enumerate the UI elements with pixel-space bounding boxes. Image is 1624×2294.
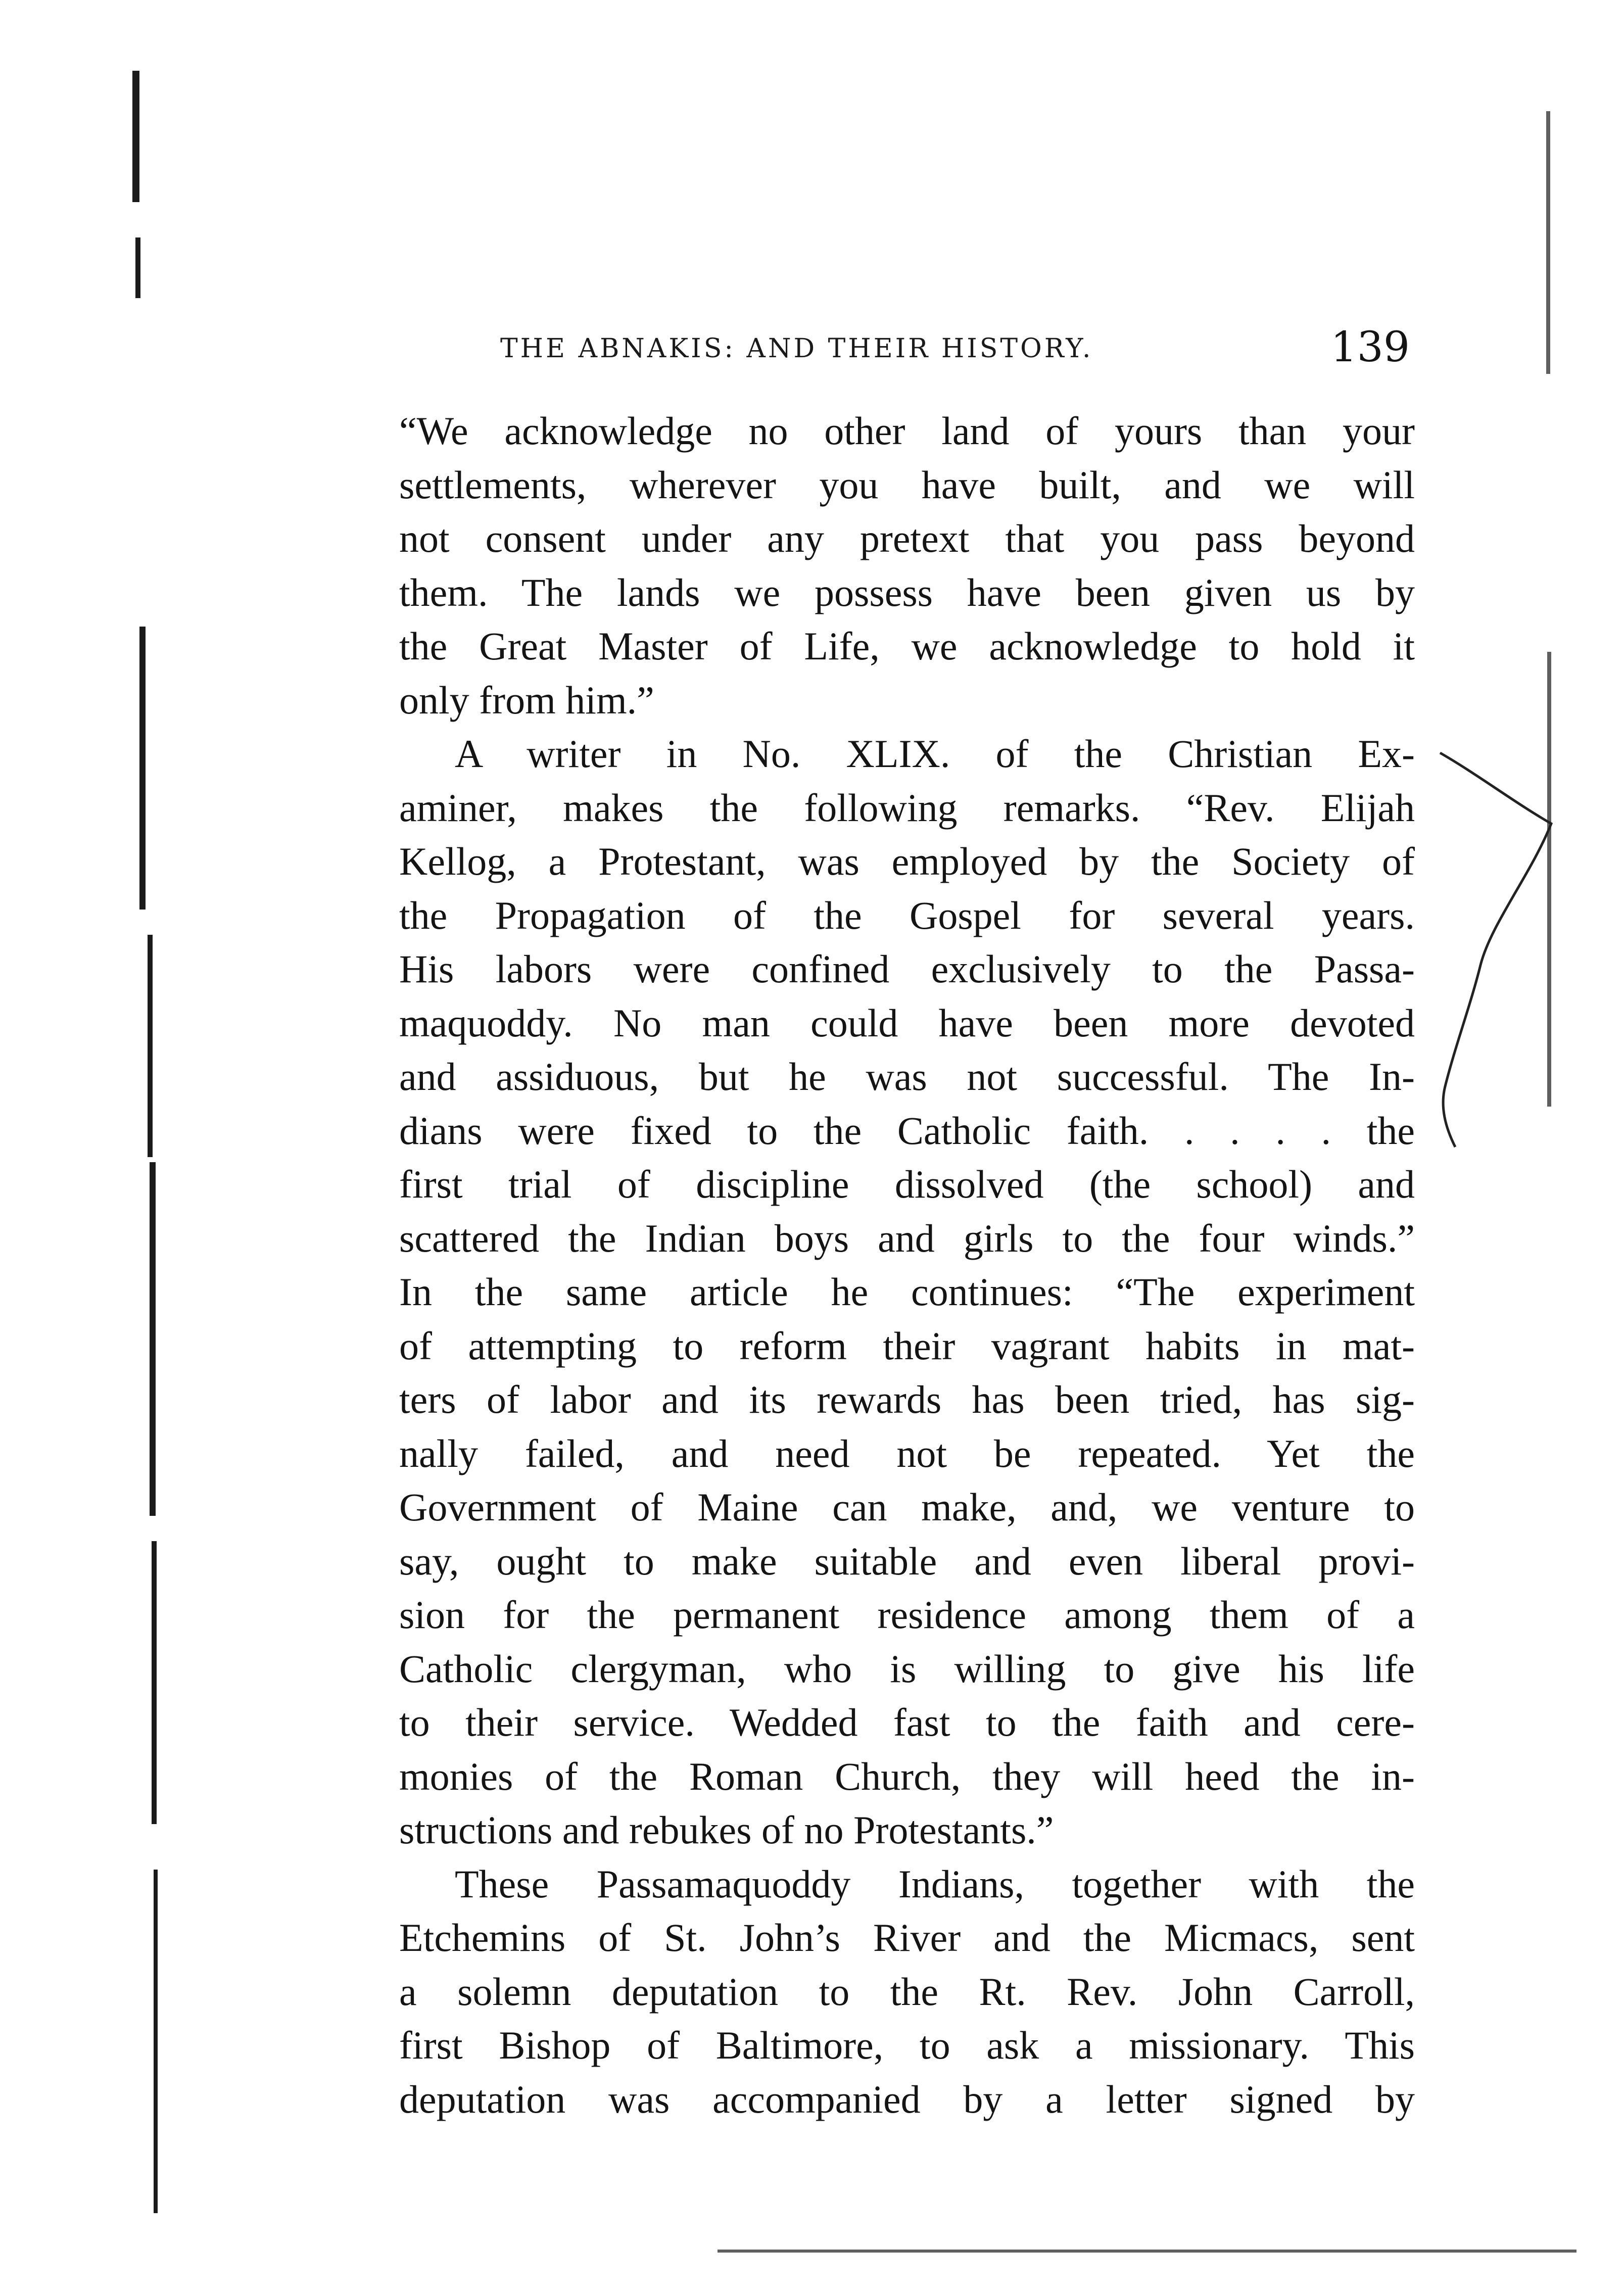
text-line: nally failed, and need not be repeated. Yet the xyxy=(399,1431,1415,1475)
text-line: dians were fixed to the Catholic faith. . . . . the xyxy=(399,1108,1415,1153)
text-line: Etchemins of St. John’s River and the Micmacs, sent xyxy=(399,1916,1415,1960)
text-line: not consent under any pretext that you pass beyond xyxy=(399,516,1415,560)
text-line: deputation was accompanied by a letter signed by xyxy=(399,2077,1415,2121)
binding-edge-mark xyxy=(150,1162,156,1516)
margin-bracket-mark xyxy=(1435,743,1566,1172)
text-line: structions and rebukes of no Protestants.” xyxy=(399,1808,1054,1852)
text-line: These Passamaquoddy Indians, together with the xyxy=(455,1861,1415,1906)
text-line: A writer in No. XLIX. of the Christian Ex- xyxy=(455,732,1415,776)
text-line: a solemn deputation to the Rt. Rev. John Carroll, xyxy=(399,1969,1415,2014)
text-line: settlements, wherever you have built, and we will xyxy=(399,462,1415,507)
paragraph-2 xyxy=(399,727,1415,1857)
paragraph-3 xyxy=(399,1857,1415,2127)
text-line: first Bishop of Baltimore, to ask a missionary. This xyxy=(399,2023,1415,2067)
binding-edge-mark xyxy=(154,1870,158,2213)
text-line: Catholic clergyman, who is willing to give his life xyxy=(399,1646,1415,1691)
text-line: the Great Master of Life, we acknowledge to hold it xyxy=(399,624,1415,668)
running-title: THE ABNAKIS: AND THEIR HISTORY. xyxy=(500,333,1093,364)
running-header xyxy=(500,323,1410,384)
text-line: Government of Maine can make, and, we venture to xyxy=(399,1485,1415,1529)
body-text xyxy=(399,404,1415,2126)
text-line: of attempting to reform their vagrant habits in mat- xyxy=(399,1323,1415,1368)
paragraph-1 xyxy=(399,404,1415,727)
text-line: aminer, makes the following remarks. “Rev. Elijah xyxy=(399,785,1415,830)
binding-edge-mark xyxy=(135,237,140,298)
text-line: them. The lands we possess have been given us by xyxy=(399,570,1415,614)
text-line: His labors were confined exclusively to the Passa- xyxy=(399,947,1415,991)
text-line: the Propagation of the Gospel for several years. xyxy=(399,893,1415,937)
binding-edge-mark xyxy=(152,1541,157,1824)
text-line: to their service. Wedded fast to the faith and cere- xyxy=(399,1700,1415,1744)
bottom-edge-mark xyxy=(718,2250,1577,2253)
text-line: first trial of discipline dissolved (the school) and xyxy=(399,1162,1415,1206)
binding-edge-mark xyxy=(148,935,153,1157)
text-line: “We acknowledge no other land of yours than your xyxy=(399,409,1415,453)
page-number: 139 xyxy=(1330,323,1410,371)
text-line: monies of the Roman Church, they will heed the in- xyxy=(399,1754,1415,1798)
text-line: maquoddy. No man could have been more devoted xyxy=(399,1000,1415,1045)
binding-edge-mark xyxy=(132,71,139,202)
text-line: Kellog, a Protestant, was employed by the Society of xyxy=(399,839,1415,883)
text-line: sion for the permanent residence among them of a xyxy=(399,1593,1415,1637)
text-line: ters of labor and its rewards has been tried, has sig- xyxy=(399,1377,1415,1421)
text-line: In the same article he continues: “The experiment xyxy=(399,1270,1415,1314)
text-line: and assiduous, but he was not successful. The In- xyxy=(399,1055,1415,1098)
binding-edge-mark xyxy=(139,627,146,910)
text-line: scattered the Indian boys and girls to the four winds.” xyxy=(399,1216,1415,1260)
text-line: say, ought to make suitable and even liberal provi- xyxy=(399,1539,1415,1583)
right-edge-mark xyxy=(1546,111,1550,374)
text-line: only from him.” xyxy=(399,678,654,722)
